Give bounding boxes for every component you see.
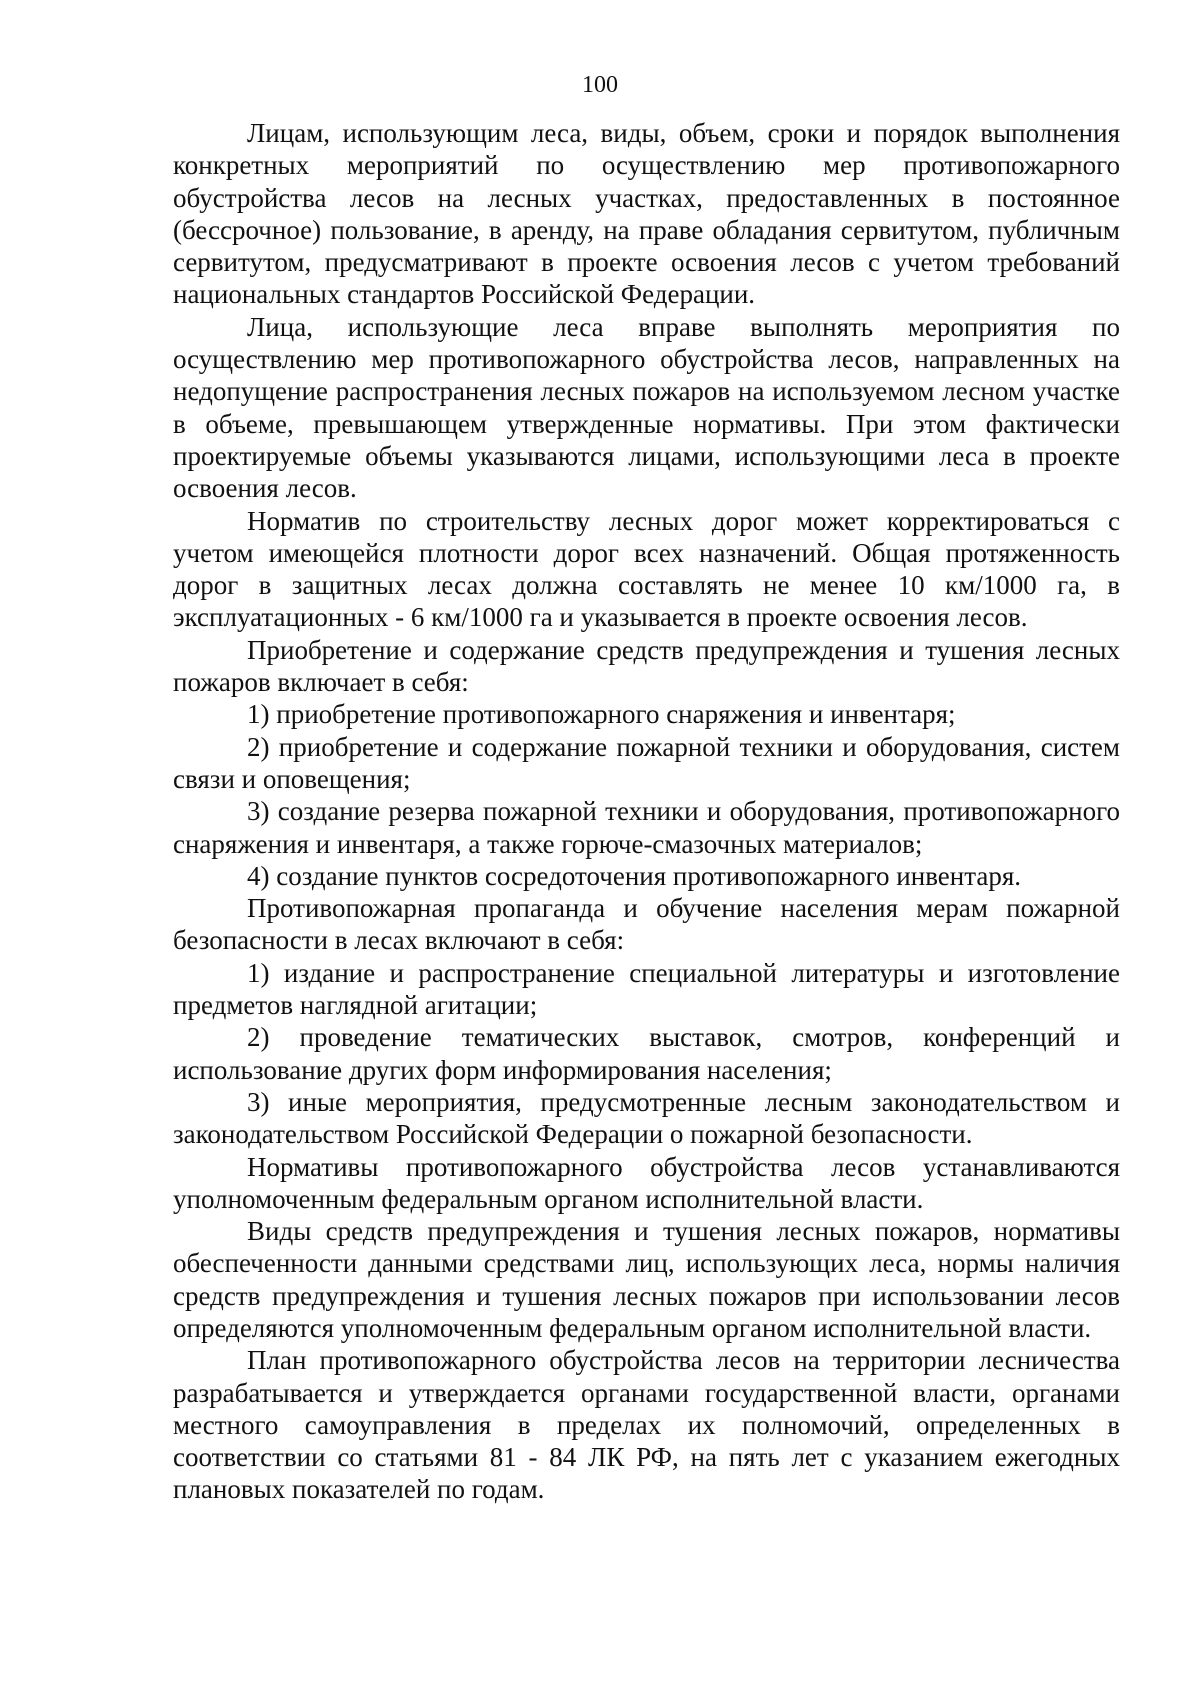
list-item: 1) приобретение противопожарного снаряжения и инвентаря; [247,699,956,730]
list-item: 2) приобретение и содержание пожарной техники и оборудования, систем связи и оповещения; [173,731,1120,794]
body-text [173,117,1120,1506]
list-item: 4) создание пунктов сосредоточения противопожарного инвентаря. [247,860,1022,891]
paragraph: Норматив по строительству лесных дорог может корректироваться с учетом имеющейся плотности дорог всех назначений. Общая протяженность дорог в защитных лесах должна составлять не менее 10 км/1000 га, в эксплуатационных - 6 км/1000 га и указывается в проекте освоения лесов. [173,505,1120,633]
paragraph: Лицам, использующим леса, виды, объем, сроки и порядок выполнения конкретных мероприятий по осуществлению мер противопожарного обустройства лесов на лесных участках, предоставленных в постоянное (бессрочное) пользование, в аренду, на праве обладания сервитутом, публичным сервитутом, предусматривают в проекте освоения лесов с учетом требований национальных стандартов Российской Федерации. [173,118,1120,310]
paragraph: План противопожарного обустройства лесов на территории лесничества разрабатывается и утверждается органами государственной власти, органами местного самоуправления в пределах их полномочий, определенных в соответствии со статьями 81 - 84 ЛК РФ, на пять лет с указанием ежегодных плановых показателей по годам. [173,1345,1120,1505]
paragraph: Нормативы противопожарного обустройства лесов устанавливаются уполномоченным федеральным органом исполнительной власти. [173,1151,1120,1214]
paragraph: Виды средств предупреждения и тушения лесных пожаров, нормативы обеспеченности данными средствами лиц, использующих леса, нормы наличия средств предупреждения и тушения лесных пожаров при использовании лесов определяются уполномоченным федеральным органом исполнительной власти. [173,1216,1120,1343]
paragraph: Лица, использующие леса вправе выполнять мероприятия по осуществлению мер противопожарного обустройства лесов, направленных на недопущение распространения лесных пожаров на используемом лесном участке в объеме, превышающем утвержденные нормативы. При этом фактически проектируемые объемы указываются лицами, использующими леса в проекте освоения лесов. [173,311,1120,504]
list-item: 1) издание и распространение специальной литературы и изготовление предметов наглядной агитации; [173,957,1120,1021]
list-item: 3) создание резерва пожарной техники и оборудования, противопожарного снаряжения и инвентаря, а также горюче-смазочных материалов; [173,796,1120,859]
paragraph: Приобретение и содержание средств предупреждения и тушения лесных пожаров включает в себя: [173,634,1120,698]
list-item: 2) проведение тематических выставок, смотров, конференций и использование других форм информирования населения; [173,1022,1120,1085]
list-item: 3) иные мероприятия, предусмотренные лесным законодательством и законодательством Российской Федерации о пожарной безопасности. [173,1086,1120,1150]
paragraph: Противопожарная пропаганда и обучение населения мерам пожарной безопасности в лесах включают в себя: [173,893,1120,956]
page-number: 100 [582,72,618,98]
